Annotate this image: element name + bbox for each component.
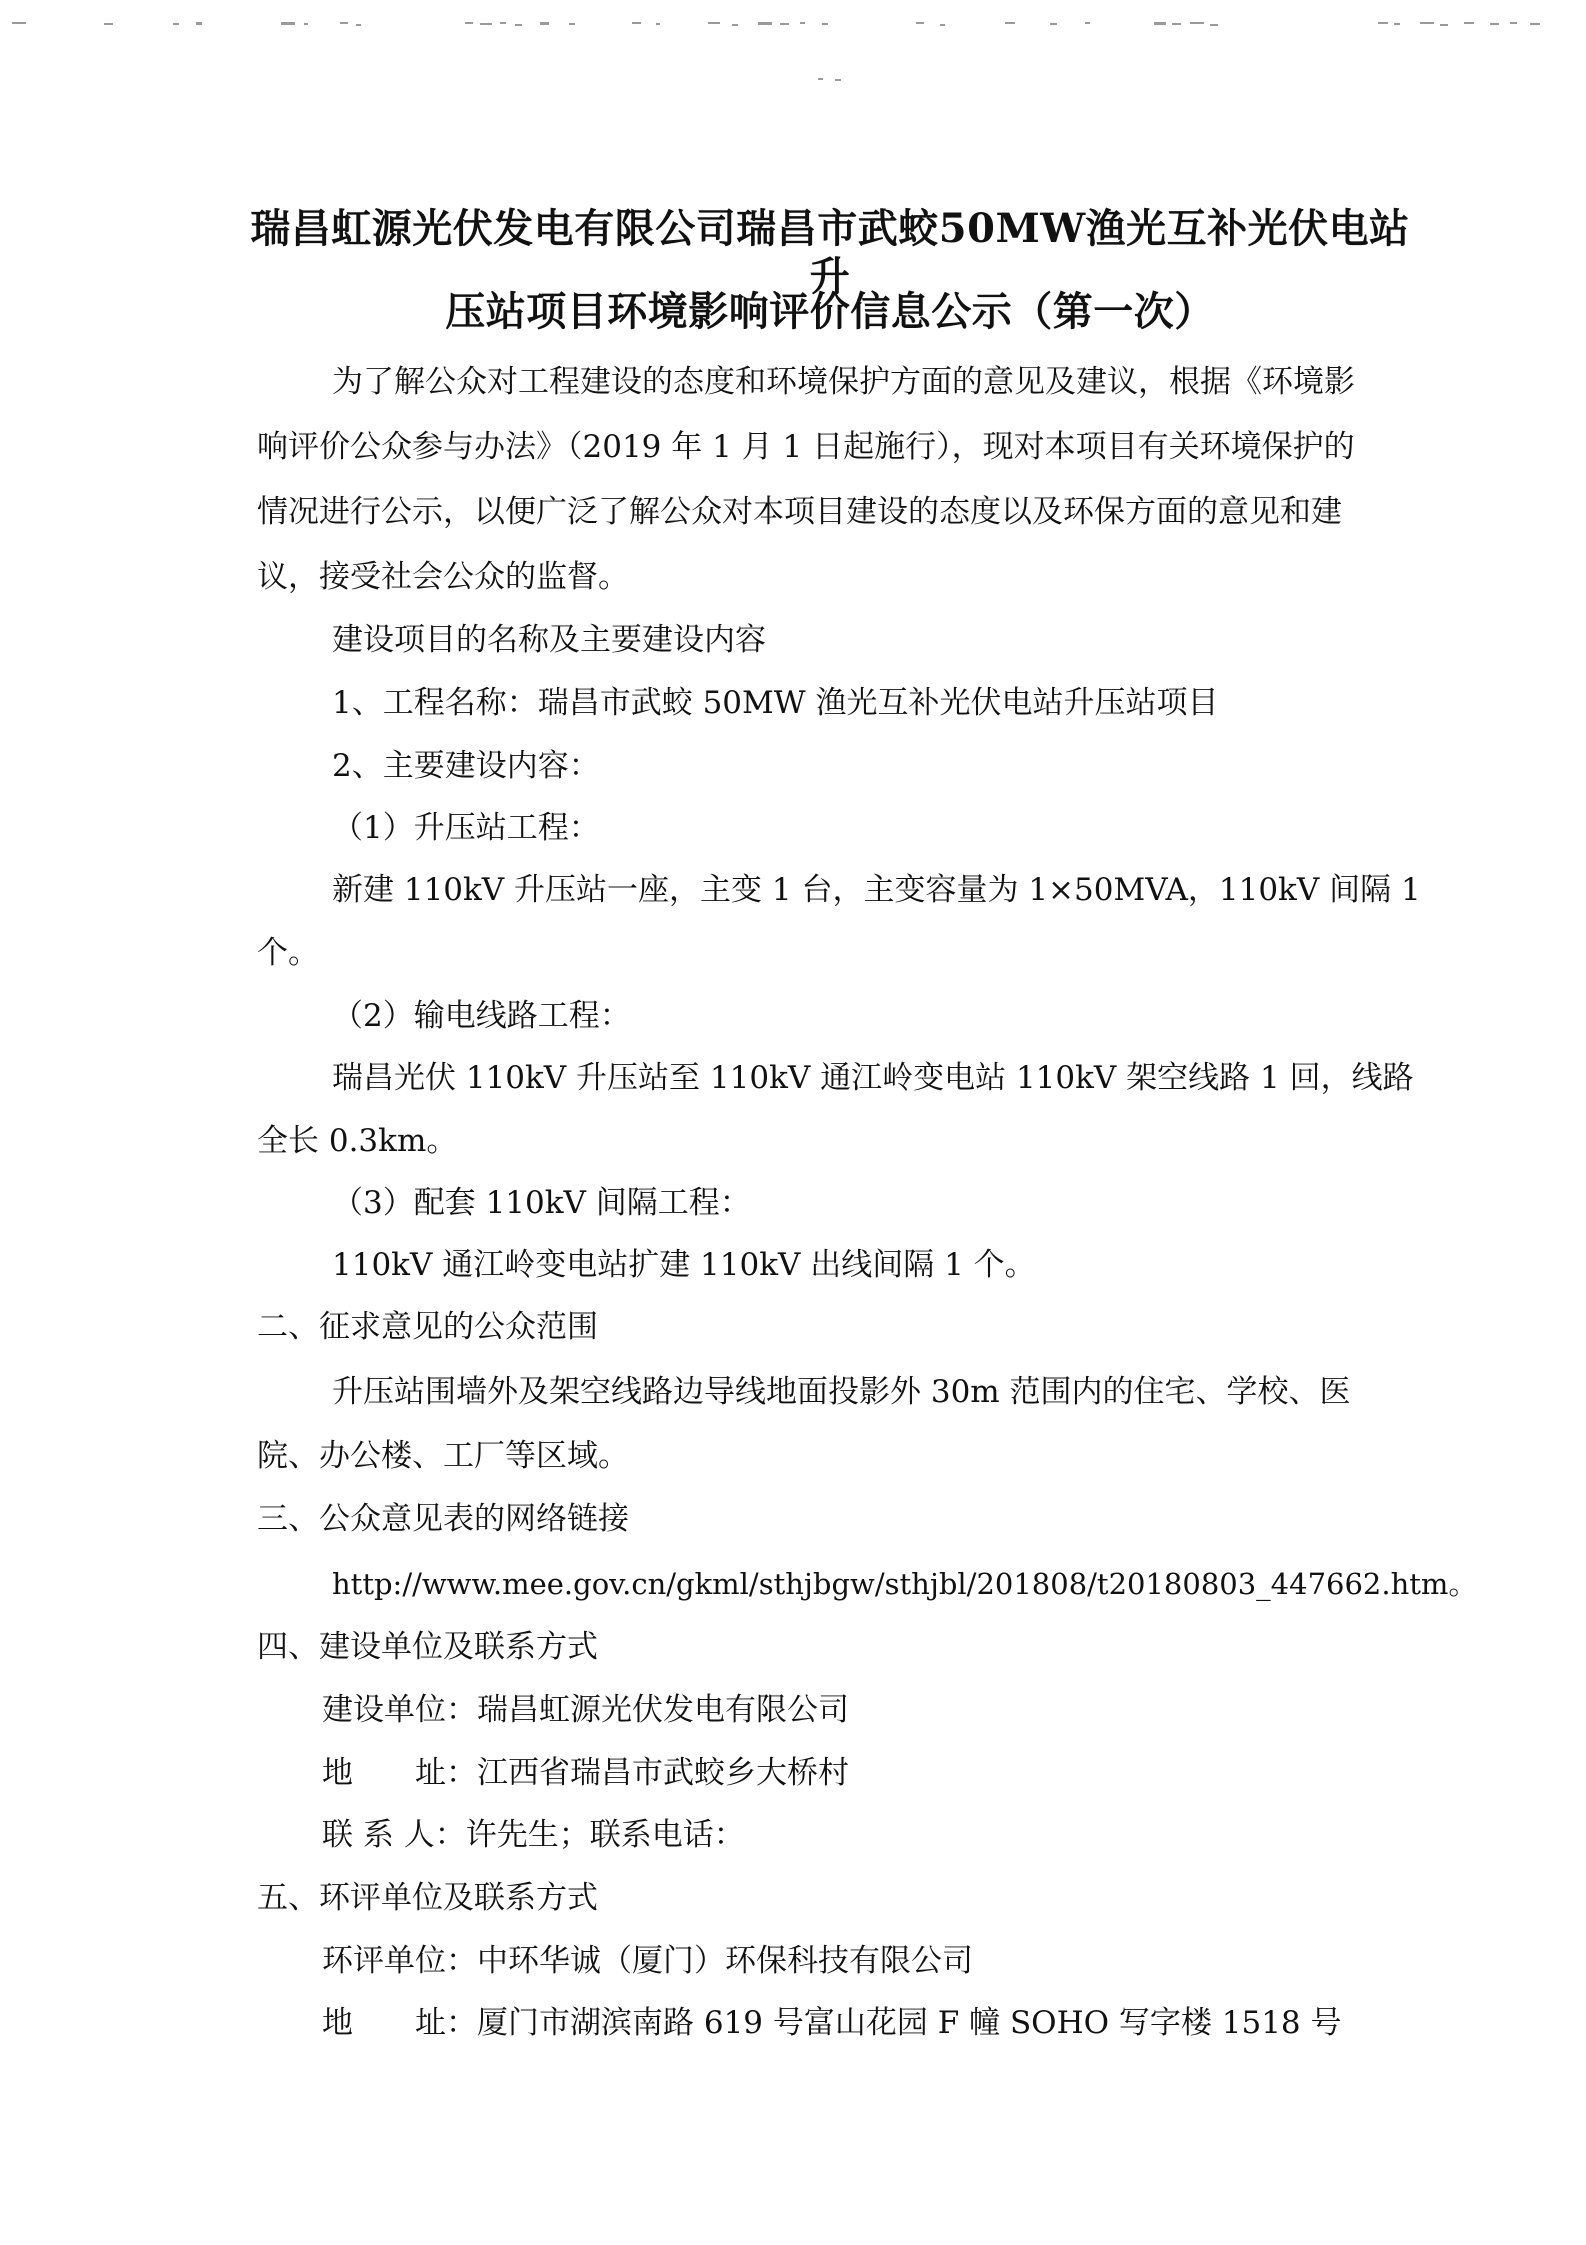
construction-contact: 联 系 人：许先生；联系电话： — [322, 1817, 745, 1853]
construction-address: 地 址：江西省瑞昌市武蛟乡大桥村 — [322, 1755, 849, 1791]
bay-project-line-1: 110kV 通江岭变电站扩建 110kV 出线间隔 1 个。 — [332, 1247, 1036, 1283]
section-2-line-2: 院、办公楼、工厂等区域。 — [257, 1438, 629, 1474]
section-5-heading: 五、环评单位及联系方式 — [257, 1880, 598, 1916]
intro-line-1: 为了解公众对工程建设的态度和环境保护方面的意见及建议，根据《环境影 — [332, 364, 1355, 400]
opinion-form-link[interactable]: http://www.mee.gov.cn/gkml/sthjbgw/sthjbl/201808/t20180803_447662.htm。 — [332, 1567, 1478, 1601]
intro-line-2: 响评价公众参与办法》（2019 年 1 月 1 日起施行），现对本项目有关环境保护的 — [257, 429, 1355, 465]
project-name: 1、工程名称：瑞昌市武蛟 50MW 渔光互补光伏电站升压站项目 — [332, 685, 1219, 721]
substation-line-2: 个。 — [257, 935, 319, 971]
transmission-label: （2）输电线路工程： — [332, 998, 631, 1034]
document-title-line-2: 压站项目环境影响评价信息公示（第一次） — [445, 288, 1215, 335]
eia-address: 地 址：厦门市湖滨南路 619 号富山花园 F 幢 SOHO 写字楼 1518 号 — [322, 2005, 1342, 2041]
section-3-heading: 三、公众意见表的网络链接 — [257, 1501, 629, 1537]
construction-unit: 建设单位：瑞昌虹源光伏发电有限公司 — [322, 1692, 849, 1728]
intro-line-3: 情况进行公示，以便广泛了解公众对本项目建设的态度以及环保方面的意见和建 — [257, 494, 1342, 530]
substation-line-1: 新建 110kV 升压站一座，主变 1 台，主变容量为 1×50MVA，110kV 间隔 1 — [332, 872, 1421, 908]
section-2-heading: 二、征求意见的公众范围 — [257, 1309, 598, 1345]
main-content-label: 2、主要建设内容： — [332, 748, 600, 784]
transmission-line-2: 全长 0.3km。 — [257, 1123, 458, 1159]
eia-unit: 环评单位：中环华诚（厦门）环保科技有限公司 — [322, 1943, 973, 1979]
substation-label: （1）升压站工程： — [332, 810, 600, 846]
transmission-line-1: 瑞昌光伏 110kV 升压站至 110kV 通江岭变电站 110kV 架空线路 1 回，线路 — [332, 1060, 1414, 1096]
section-1-heading: 建设项目的名称及主要建设内容 — [332, 622, 766, 658]
section-4-heading: 四、建设单位及联系方式 — [257, 1629, 598, 1665]
bay-project-label: （3）配套 110kV 间隔工程： — [332, 1185, 751, 1221]
intro-line-4: 议，接受社会公众的监督。 — [257, 559, 629, 595]
document-title-line-1: 瑞昌虹源光伏发电有限公司瑞昌市武蛟50MW渔光互补光伏电站升 — [250, 205, 1410, 300]
scan-artifacts — [0, 0, 1586, 90]
section-2-line-1: 升压站围墙外及架空线路边导线地面投影外 30m 范围内的住宅、学校、医 — [332, 1374, 1351, 1410]
